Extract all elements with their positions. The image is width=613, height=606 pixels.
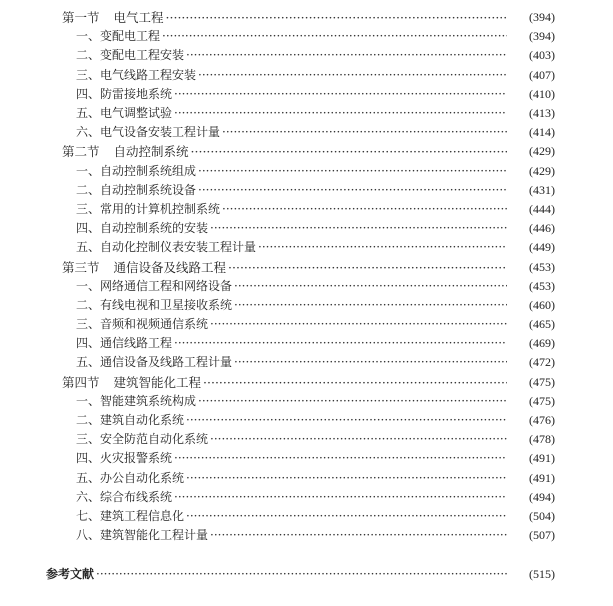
toc-item-row[interactable]	[0, 66, 613, 85]
item-title: 六、综合布线系统	[76, 489, 173, 504]
item-title: 五、自动化控制仪表安装工程计量	[76, 240, 257, 255]
page-number: (478)	[529, 432, 555, 447]
dot-leader	[228, 258, 507, 277]
page-number: (460)	[529, 297, 555, 312]
page-number: (407)	[529, 67, 555, 82]
item-title: 四、防雷接地系统	[76, 86, 173, 101]
item-title: 八、建筑智能化工程计量	[76, 528, 209, 543]
page-number: (475)	[529, 374, 555, 389]
toc-item-row[interactable]	[0, 488, 613, 507]
dot-leader	[191, 142, 507, 161]
toc-item-row[interactable]	[0, 181, 613, 200]
dot-leader	[198, 392, 507, 411]
page-number: (410)	[529, 86, 555, 101]
toc-item-row[interactable]	[0, 392, 613, 411]
item-title: 一、智能建筑系统构成	[76, 393, 197, 408]
dot-leader	[210, 219, 507, 238]
toc-section-row[interactable]	[0, 8, 613, 27]
item-title: 五、电气调整试验	[76, 106, 173, 121]
dot-leader	[198, 162, 507, 181]
item-title: 三、电气线路工程安装	[76, 67, 197, 82]
dot-leader	[234, 277, 507, 296]
page-number: (403)	[529, 48, 555, 63]
table-of-contents	[0, 8, 613, 584]
toc-item-row[interactable]	[0, 104, 613, 123]
page-number: (394)	[529, 10, 555, 25]
dot-leader	[166, 8, 507, 27]
page-number: (491)	[529, 470, 555, 485]
section-heading	[62, 142, 189, 161]
section-title: 电气工程	[113, 10, 164, 26]
page-number: (431)	[529, 182, 555, 197]
toc-item-row[interactable]	[0, 315, 613, 334]
page-number: (494)	[529, 489, 555, 504]
section-title: 自动控制系统	[113, 144, 189, 160]
dot-leader	[203, 373, 507, 392]
section-heading	[62, 373, 201, 392]
page-number: (394)	[529, 29, 555, 44]
page-number: (453)	[529, 259, 555, 274]
toc-item-row[interactable]	[0, 507, 613, 526]
toc-item-row[interactable]	[0, 449, 613, 468]
toc-item-row[interactable]	[0, 238, 613, 257]
page-number: (429)	[529, 144, 555, 159]
toc-item-row[interactable]	[0, 123, 613, 142]
item-title: 五、通信设备及线路工程计量	[76, 355, 233, 370]
section-title: 通信设备及线路工程	[113, 259, 227, 275]
toc-item-row[interactable]	[0, 296, 613, 315]
dot-leader	[222, 123, 507, 142]
dot-leader	[174, 488, 507, 507]
page-number: (515)	[529, 567, 555, 582]
page-number: (476)	[529, 413, 555, 428]
toc-item-row[interactable]	[0, 162, 613, 181]
dot-leader	[174, 104, 507, 123]
page-number: (446)	[529, 221, 555, 236]
toc-section-row[interactable]	[0, 373, 613, 392]
toc-item-row[interactable]	[0, 85, 613, 104]
dot-leader	[174, 85, 507, 104]
item-title: 二、自动控制系统设备	[76, 182, 197, 197]
section-title: 建筑智能化工程	[113, 374, 202, 390]
references-title: 参考文献	[46, 567, 95, 582]
dot-leader	[198, 66, 507, 85]
item-title: 四、火灾报警系统	[76, 451, 173, 466]
page-number: (449)	[529, 240, 555, 255]
item-title: 七、建筑工程信息化	[76, 508, 185, 523]
section-heading	[62, 258, 226, 277]
page-number: (414)	[529, 125, 555, 140]
toc-section-row[interactable]	[0, 257, 613, 276]
item-title: 三、音频和视频通信系统	[76, 317, 209, 332]
toc-item-row[interactable]	[0, 200, 613, 219]
page-number: (491)	[529, 451, 555, 466]
item-title: 二、有线电视和卫星接收系统	[76, 297, 233, 312]
item-title: 四、通信线路工程	[76, 336, 173, 351]
toc-section-row[interactable]	[0, 142, 613, 161]
item-title: 五、办公自动化系统	[76, 470, 185, 485]
section-number: 第一节	[62, 10, 100, 26]
dot-leader	[258, 238, 507, 257]
toc-item-row[interactable]	[0, 46, 613, 65]
item-title: 二、建筑自动化系统	[76, 413, 185, 428]
page-number: (465)	[529, 317, 555, 332]
page-number: (504)	[529, 508, 555, 523]
section-number: 第三节	[62, 259, 100, 275]
item-title: 一、网络通信工程和网络设备	[76, 278, 233, 293]
dot-leader	[198, 181, 507, 200]
page-number: (444)	[529, 201, 555, 216]
dot-leader	[186, 469, 507, 488]
item-title: 一、变配电工程	[76, 29, 161, 44]
section-number: 第四节	[62, 374, 100, 390]
toc-item-row[interactable]	[0, 277, 613, 296]
item-title: 三、安全防范自动化系统	[76, 432, 209, 447]
section-number: 第二节	[62, 144, 100, 160]
item-title: 三、常用的计算机控制系统	[76, 201, 221, 216]
dot-leader	[186, 507, 507, 526]
item-title: 六、电气设备安装工程计量	[76, 125, 221, 140]
page-number: (475)	[529, 393, 555, 408]
dot-leader	[210, 526, 507, 545]
item-title: 一、自动控制系统组成	[76, 163, 197, 178]
page-number: (413)	[529, 106, 555, 121]
dot-leader	[186, 46, 507, 65]
dot-leader	[186, 411, 507, 430]
dot-leader	[234, 296, 507, 315]
dot-leader	[174, 334, 507, 353]
dot-leader	[222, 200, 507, 219]
page-number: (429)	[529, 163, 555, 178]
page-number: (469)	[529, 336, 555, 351]
toc-item-row[interactable]	[0, 469, 613, 488]
dot-leader	[96, 565, 507, 584]
toc-item-row[interactable]	[0, 219, 613, 238]
page-number: (453)	[529, 278, 555, 293]
dot-leader	[210, 315, 507, 334]
toc-item-row[interactable]	[0, 430, 613, 449]
dot-leader	[210, 430, 507, 449]
toc-references-row[interactable]	[0, 565, 613, 584]
toc-item-row[interactable]	[0, 411, 613, 430]
toc-item-row[interactable]	[0, 526, 613, 545]
toc-item-row[interactable]	[0, 334, 613, 353]
dot-leader	[162, 27, 507, 46]
dot-leader	[234, 353, 507, 372]
item-title: 四、自动控制系统的安装	[76, 221, 209, 236]
section-heading	[62, 8, 164, 27]
toc-item-row[interactable]	[0, 353, 613, 372]
dot-leader	[174, 449, 507, 468]
toc-item-row[interactable]	[0, 27, 613, 46]
page-number: (472)	[529, 355, 555, 370]
item-title: 二、变配电工程安装	[76, 48, 185, 63]
page-number: (507)	[529, 528, 555, 543]
